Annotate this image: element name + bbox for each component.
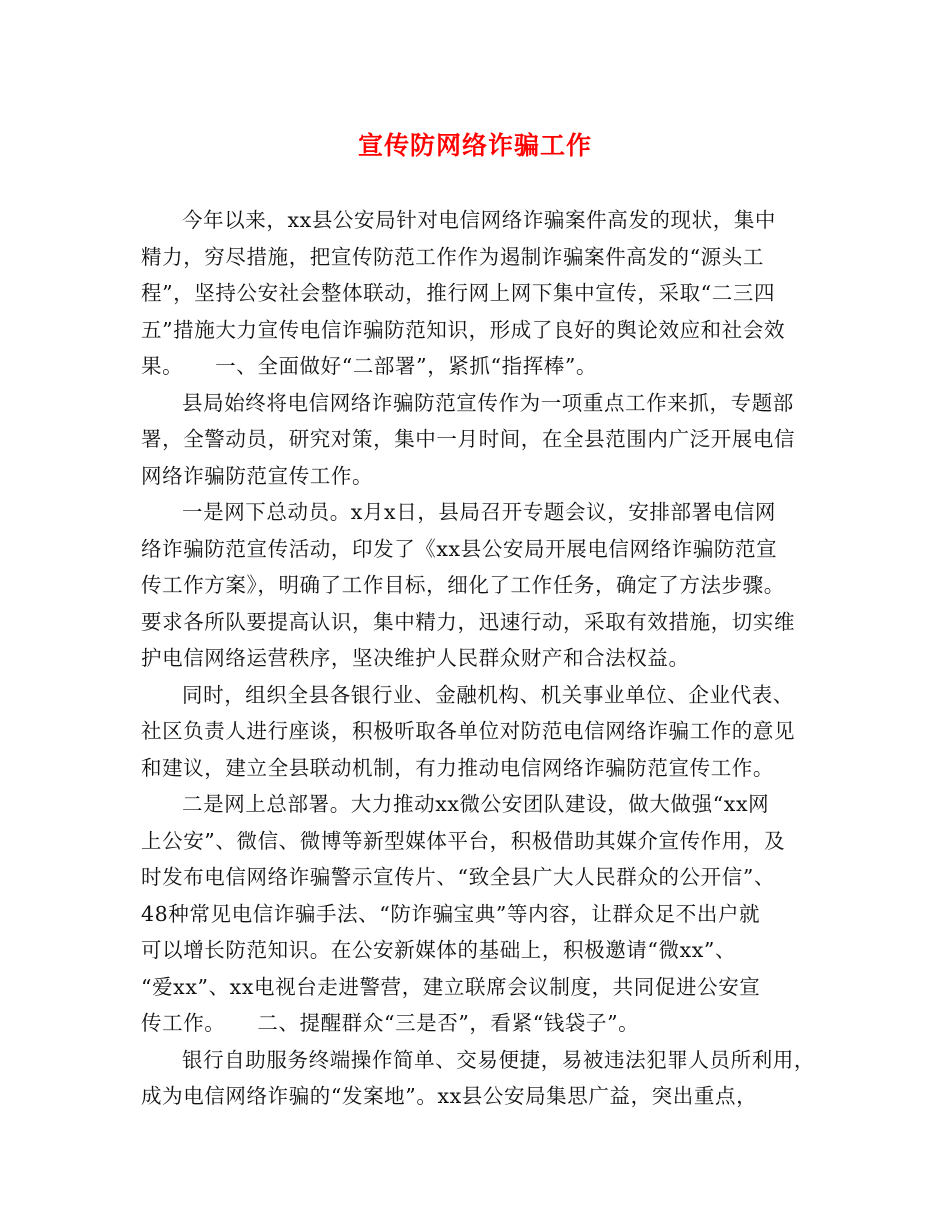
paragraph-line: 县局始终将电信网络诈骗防范宣传作为一项重点工作来抓，专题部 [182, 390, 794, 415]
paragraph-line: 时发布电信网络诈骗警示宣传片、“致全县广大人民群众的公开信”、 [141, 865, 776, 889]
paragraph-line: 48种常见电信诈骗手法、“防诈骗宝典”等内容，让群众足不出户就 [141, 901, 761, 926]
paragraph-line: “爱xx”、xx电视台走进警营，建立联席会议制度，共同促进公安宣 [141, 974, 761, 999]
paragraph-line: 上公安”、微信、微博等新型媒体平台，积极借助其媒介宣传作用，及 [141, 828, 786, 853]
paragraph-line: 可以增长防范知识。在公安新媒体的基础上，积极邀请“微xx”、 [141, 938, 737, 962]
paragraph-line: 二是网上总部署。大力推动xx微公安团队建设，做大做强“xx网 [182, 792, 770, 816]
paragraph-line: 银行自助服务终端操作简单、交易便捷，易被违法犯罪人员所利用， [182, 1047, 815, 1072]
document-body [141, 202, 817, 1115]
paragraph-line: 果。 一、全面做好“二部署”，紧抓“指挥棒”。 [141, 354, 598, 378]
paragraph-line: 传工作方案》，明确了工作目标，细化了工作任务，确定了方法步骤。 [141, 573, 785, 597]
paragraph-line: 五”措施大力宣传电信诈骗防范知识，形成了良好的舆论效应和社会效 [141, 317, 786, 342]
paragraph-line: 社区负责人进行座谈，积极听取各单位对防范电信网络诈骗工作的意见 [141, 719, 796, 743]
paragraph-line: 络诈骗防范宣传活动，印发了《xx县公安局开展电信网络诈骗防范宣 [141, 536, 778, 561]
paragraph-line: 传工作。 二、提醒群众“三是否”，看紧“钱袋子”。 [141, 1011, 640, 1035]
paragraph-line: 精力，穷尽措施，把宣传防范工作作为遏制诈骗案件高发的“源头工 [141, 244, 764, 269]
paragraph-line: 和建议，建立全县联动机制，有力推动电信网络诈骗防范宣传工作。 [141, 755, 774, 780]
paragraph-line: 一是网下总动员。x月x日，县局召开专题会议，安排部署电信网 [182, 500, 777, 524]
paragraph-line: 同时，组织全县各银行业、金融机构、机关事业单位、企业代表、 [182, 682, 794, 707]
paragraph-line: 今年以来，xx县公安局针对电信网络诈骗案件高发的现状，集中 [182, 208, 777, 232]
paragraph-line: 要求各所队要提高认识，集中精力，迅速行动，采取有效措施，切实维 [141, 609, 796, 634]
paragraph-line: 署，全警动员，研究对策，集中一月时间，在全县范围内广泛开展电信 [141, 427, 796, 451]
paragraph-line: 程”，坚持公安社会整体联动，推行网上网下集中宣传，采取“二三四 [141, 281, 776, 305]
document-title: 宣传防网络诈骗工作 [357, 131, 592, 160]
paragraph-line: 成为电信网络诈骗的“发案地”。xx县公安局集思广益，突出重点， [141, 1084, 758, 1108]
paragraph-line: 护电信网络运营秩序，坚决维护人民群众财产和合法权益。 [141, 646, 690, 670]
paragraph-line: 网络诈骗防范宣传工作。 [141, 463, 374, 488]
